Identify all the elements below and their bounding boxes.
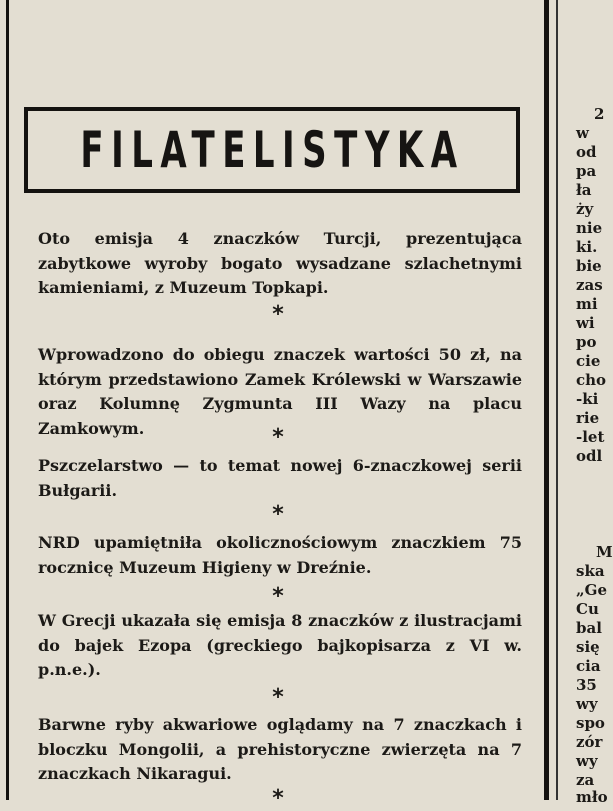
separator-star: *	[272, 786, 284, 811]
column-fragment-line: bie	[576, 257, 602, 275]
column-fragment-line: cia	[576, 657, 601, 675]
separator-star: *	[272, 502, 284, 527]
column-fragment-line: odl	[576, 447, 603, 465]
column-fragment-line: 2	[594, 105, 605, 123]
column-fragment-line: cho	[576, 371, 607, 389]
column-fragment-line: od	[576, 143, 597, 161]
column-fragment-line: cie	[576, 352, 601, 370]
news-item-turkey: Oto emisja 4 znaczków Turcji, prezentująca zabytkowe wyroby bogato wysadzane szlachetnymi kamieniami, z Muzeum Topkapi.	[38, 229, 522, 297]
column-divider-thin-rule	[556, 0, 558, 800]
news-item-greece: W Grecji ukazała się emisja 8 znaczków z ilustracjami do bajek Ezopa (greckiego bajkopisarza z VI w. p.n.e.).	[38, 611, 522, 679]
column-fragment-line: w	[576, 124, 589, 142]
left-column-rule	[6, 0, 9, 800]
column-fragment-line: nie	[576, 219, 603, 237]
column-fragment-line: M	[596, 543, 613, 561]
column-fragment-line: -let	[576, 428, 605, 446]
column-fragment-line: -ki	[576, 390, 599, 408]
section-title-box	[24, 107, 520, 193]
section-title: FILATELISTYKA	[79, 121, 465, 179]
column-fragment-line: mi	[576, 295, 598, 313]
column-fragment-line: bal	[576, 619, 602, 637]
separator-star: *	[272, 302, 284, 327]
news-item-bulgaria: Pszczelarstwo — to temat nowej 6-znaczkowej serii Bułgarii.	[38, 456, 522, 500]
column-fragment-line: Cu	[576, 600, 599, 618]
column-fragment-line: zór	[576, 733, 603, 751]
adjacent-column-fragment	[562, 0, 613, 806]
column-fragment-line: ła	[576, 181, 592, 199]
column-fragment-line: wy	[576, 752, 598, 770]
column-fragment-line: ska	[576, 562, 605, 580]
column-fragment-line: mło	[576, 788, 608, 806]
column-fragment-line: wi	[576, 314, 595, 332]
column-fragment-line: za	[576, 771, 595, 789]
column-fragment-line: po	[576, 333, 597, 351]
separator-star: *	[272, 584, 284, 609]
column-fragment-line: 35	[576, 676, 597, 694]
separator-star: *	[272, 425, 284, 450]
column-fragment-line: ki.	[576, 238, 598, 256]
news-item-poland: Wprowadzono do obiegu znaczek wartości 50 zł, na którym przedstawiono Zamek Królewski w Warszawie oraz Kolumnę Zygmunta III Wazy na placu Zamkowym.	[38, 345, 522, 438]
column-fragment-line: ży	[576, 200, 594, 218]
separator-star: *	[272, 685, 284, 710]
column-fragment-line: wy	[576, 695, 598, 713]
news-item-mongolia: Barwne ryby akwariowe oglądamy na 7 znaczkach i bloczku Mongolii, a prehistoryczne zwierzęta na 7 znaczkach Nikaragui.	[38, 715, 522, 783]
news-item-gdr: NRD upamiętniła okolicznościowym znaczkiem 75 rocznicę Muzeum Higieny w Dreźnie.	[38, 533, 522, 577]
column-fragment-line: spo	[576, 714, 605, 732]
column-fragment-line: „Ge	[576, 581, 607, 599]
column-fragment-line: rie	[576, 409, 600, 427]
column-divider-rule	[544, 0, 549, 800]
column-fragment-line: zas	[576, 276, 603, 294]
column-fragment-line: się	[576, 638, 600, 656]
column-fragment-line: pa	[576, 162, 597, 180]
